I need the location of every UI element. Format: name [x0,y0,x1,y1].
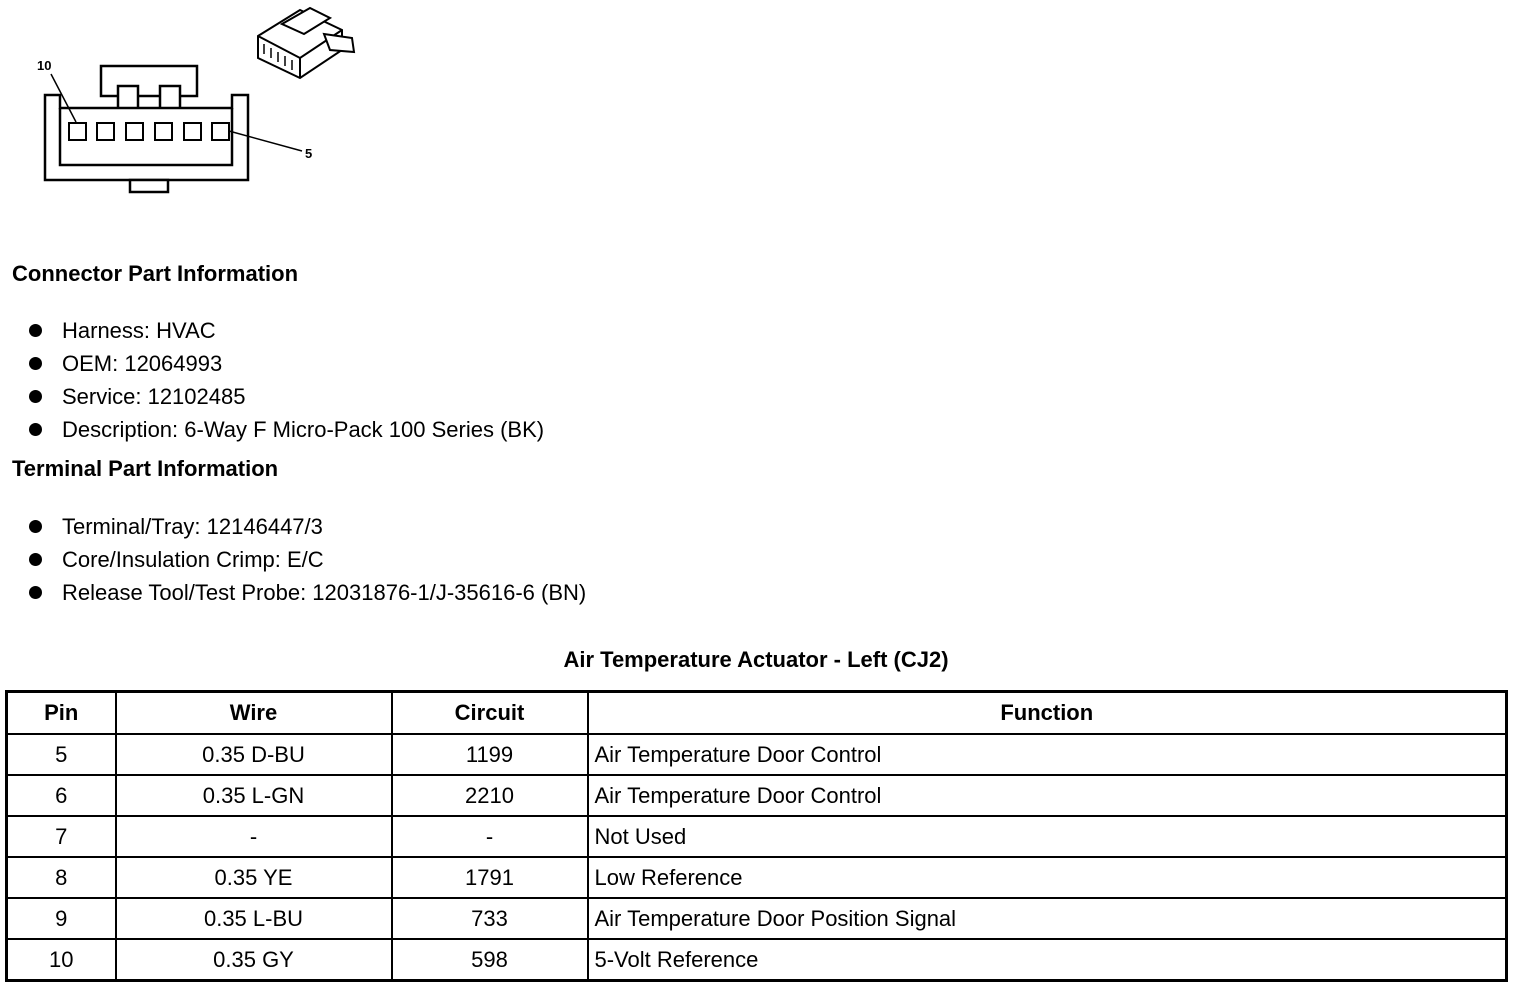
list-item-text: OEM: 12064993 [62,351,223,376]
connector-info-list [0,314,544,446]
wire-cell: 0.35 L-BU [116,898,392,939]
connector-face-drawing [0,0,400,215]
wire-cell: 0.35 GY [116,939,392,981]
wire-cell: 0.35 YE [116,857,392,898]
list-item [0,314,544,347]
list-item [0,347,544,380]
pin-cell: 6 [7,775,116,816]
table-header-row [7,692,1507,735]
circuit-cell: 1199 [392,734,588,775]
circuit-cell: 733 [392,898,588,939]
pin-cell: 7 [7,816,116,857]
connector-info-heading: Connector Part Information [12,261,299,286]
table-row [7,898,1507,939]
list-item-text: Harness: HVAC [62,318,216,343]
list-item-text: Service: 12102485 [62,384,246,409]
table-title: Air Temperature Actuator - Left (CJ2) [563,647,949,672]
bullet-icon [29,586,42,599]
wire-cell: 0.35 D-BU [116,734,392,775]
table-row [7,939,1507,981]
pin-cell: 5 [7,734,116,775]
function-cell: Air Temperature Door Control [588,734,1507,775]
circuit-cell: 1791 [392,857,588,898]
bullet-icon [29,324,42,337]
terminal-info-list [0,510,586,609]
pin-cell: 10 [7,939,116,981]
function-cell: Not Used [588,816,1507,857]
table-row [7,857,1507,898]
label-pin-5: 5 [305,146,313,161]
pin-table [5,690,1508,982]
column-header-function: Function [588,692,1507,735]
column-header-circuit: Circuit [392,692,588,735]
circuit-cell: 2210 [392,775,588,816]
list-item [0,510,586,543]
function-cell: Low Reference [588,857,1507,898]
terminal-info-heading: Terminal Part Information [12,456,279,481]
list-item [0,543,586,576]
list-item-text: Terminal/Tray: 12146447/3 [62,514,323,539]
wire-cell: - [116,816,392,857]
list-item-text: Release Tool/Test Probe: 12031876-1/J-35616-6 (BN) [62,580,587,605]
list-item [0,576,586,609]
column-header-wire: Wire [116,692,392,735]
circuit-cell: - [392,816,588,857]
list-item [0,413,544,446]
list-item [0,380,544,413]
bullet-icon [29,357,42,370]
function-cell: Air Temperature Door Control [588,775,1507,816]
pin-cell: 8 [7,857,116,898]
table-row [7,775,1507,816]
bullet-icon [29,423,42,436]
bullet-icon [29,520,42,533]
wire-cell: 0.35 L-GN [116,775,392,816]
pin-cell: 9 [7,898,116,939]
bullet-icon [29,553,42,566]
label-pin-10: 10 [37,58,52,73]
bullet-icon [29,390,42,403]
table-row [7,734,1507,775]
circuit-cell: 598 [392,939,588,981]
list-item-text: Core/Insulation Crimp: E/C [62,547,324,572]
function-cell: Air Temperature Door Position Signal [588,898,1507,939]
function-cell: 5-Volt Reference [588,939,1507,981]
list-item-text: Description: 6-Way F Micro-Pack 100 Series (BK) [62,417,545,442]
column-header-pin: Pin [7,692,116,735]
table-row [7,816,1507,857]
connector-diagram [0,0,400,215]
